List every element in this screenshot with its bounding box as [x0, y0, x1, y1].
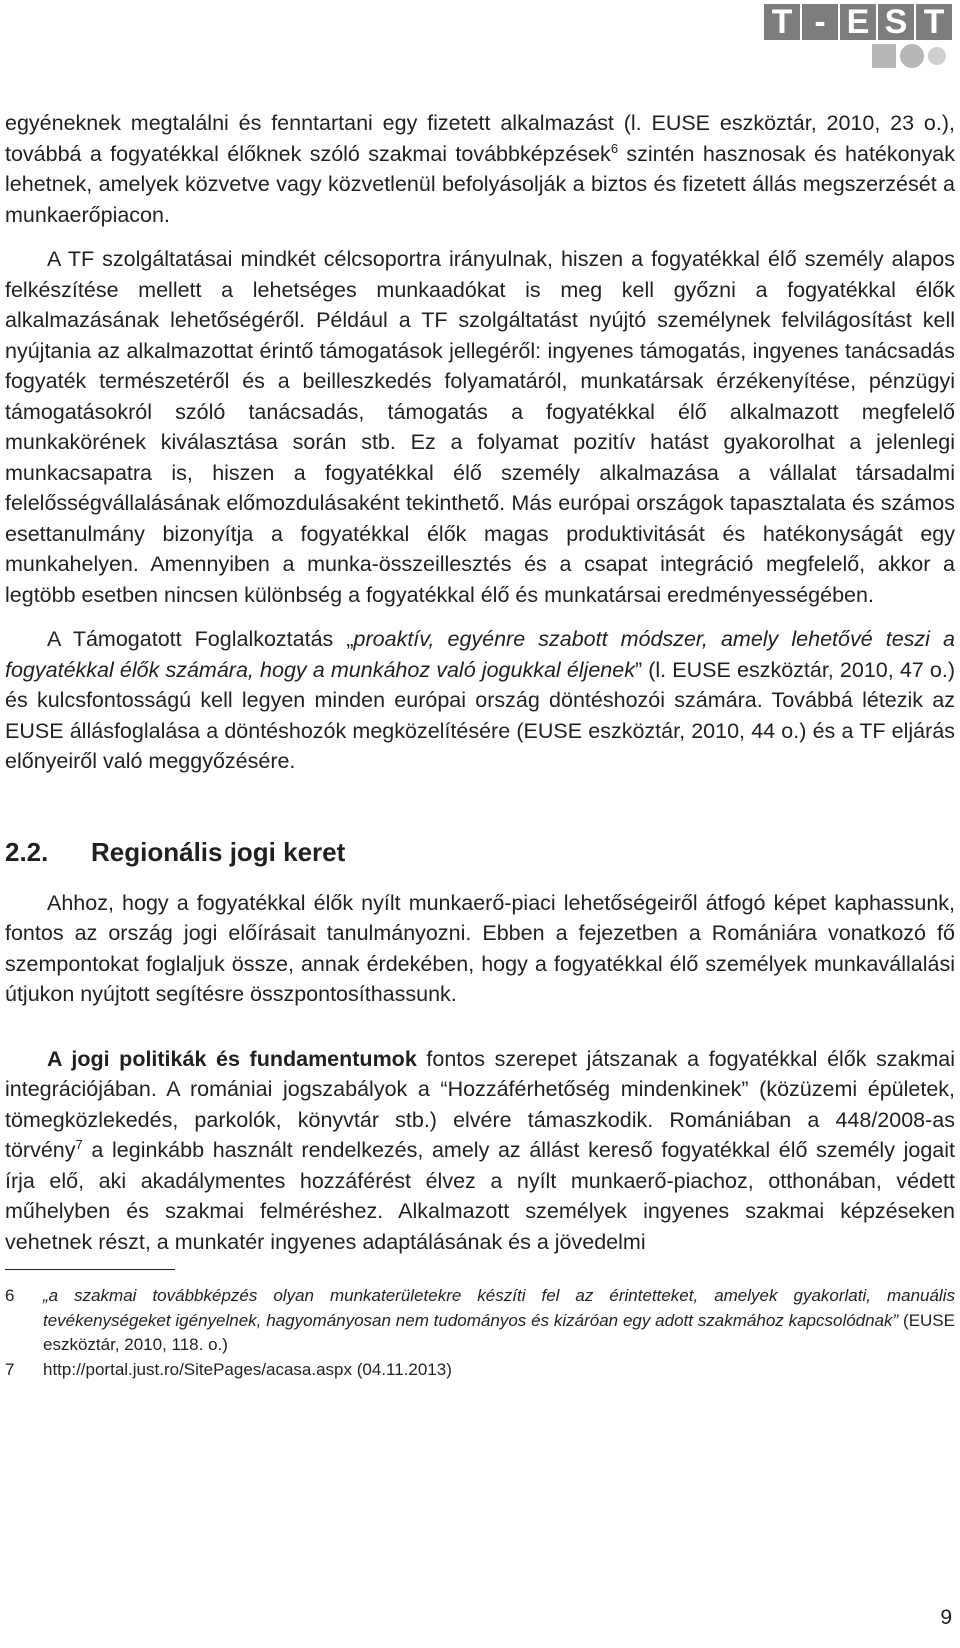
- footnote-divider: [5, 1269, 175, 1270]
- footnote-ref-6[interactable]: 6: [610, 140, 619, 156]
- logo-square-icon: [872, 44, 896, 68]
- footnote-number: 6: [5, 1286, 15, 1305]
- footnote-number: 7: [5, 1359, 15, 1379]
- t-est-logo: [764, 4, 954, 74]
- section-title: Regionális jogi keret: [91, 836, 346, 867]
- footnote-7: [5, 1358, 955, 1383]
- paragraph-2: A TF szolgáltatásai mindkét célcsoportra irányulnak, hiszen a fogyatékkal élő személy alapos felkészítése mellett a lehetséges munkaadókat is meg kell győzni a fogyatékkal élők alkalmazásának lehetőségéről. Például a TF szolgáltatást nyújtó személynek felvilágosítást kell nyújtania az alkalmazottat érintő támogatások jellegéről: ingyenes támogatás, ingyenes tanácsadás fogyaték természetéről és a beilleszkedés folyamatáról, munkatársak érzékenyítése, pénzügyi támogatásokról szóló tanácsadás, támogatás a fogyatékkal élő alkalmazott megfelelő munkakörének kiválasztása során stb. Ez a folyamat pozitív hatást gyakorolhat a jelenlegi munkacsapatra is, hiszen a fogyatékkal élő személy alkalmazása a vállalat társadalmi felelősségvállalásának előmozdulásaként tekinthető. Más európai országok tapasztalata és számos esettanulmány bizonyítja a fogyatékkal élők magas produktivitását és hatékonyságát egy munkahelyen. Amennyiben a munka-összeillesztés és a csapat integráció megfelelő, akkor a legtöbb esetben nincsen különbség a fogyatékkal élő és munkatársai eredményességében.: [5, 247, 955, 607]
- footnote-link[interactable]: http://portal.just.ro/SitePages/acasa.aspx (04.11.2013): [43, 1359, 452, 1379]
- paragraph-1: egyéneknek megtalálni és fenntartani egy fizetett alkalmazást (l. EUSE eszköztár, 2010, 23 o.), továbbá a fogyatékkal élőknek szóló szakmai továbbképzések$^6$ szintén hasznosak és hatékonyak lehetnek, amelyek közvetve vagy közvetlenül befolyásolják a biztos és fizetett állás megszerzését a munkaerőpiacon.: [5, 111, 955, 227]
- logo-letters: [764, 4, 954, 40]
- section-heading: [5, 834, 955, 870]
- paragraph-5: A jogi politikák és fundamentumok fontos szerepet játszanak a fogyatékkal élők szakmai integrációjában. A romániai jogszabályok a “Hozzáférhetőség mindenkinek” (közüzemi épületek, tömegközlekedés, parkolók, könyvtár stb.) elvére támaszkodik. Romániában a 448/2008-as törvény$^7$ a leginkább használt rendelkezés, amely az állást kereső fogyatékkal élő személy jogait írja elő, aki akadálymentes hozzáférést élvez a nyílt munkaerő-piachoz, otthonában, védett műhelyben és szakmai felméréshez. Alkalmazott személyek ingyenes szakmai képzéseken vehetnek részt, a munkatér ingyenes adaptálásának és a jövedelmi: [5, 1046, 955, 1254]
- logo-small-circle-icon: [928, 47, 946, 65]
- footnote-text: „a szakmai továbbképzés olyan munkaterületekre készíti fel az érintetteket, amelyek gyakorlati, manuális tevékenységeket igényelnek, hagyományosan nem tudományos és kizáróan egy adott szakmához kapcsolódnak” (EUSE eszköztár, 2010, 118. o.): [43, 1286, 955, 1354]
- logo-letter: E: [840, 4, 876, 40]
- page-number: 9: [940, 1606, 952, 1629]
- logo-letter: S: [878, 4, 914, 40]
- logo-circle-icon: [900, 44, 924, 68]
- paragraph-4: Ahhoz, hogy a fogyatékkal élők nyílt munkaerő-piaci lehetőségeiről átfogó képet kaphassunk, fontos az ország jogi előírásait tanulmányozni. Ebben a fejezetben a Romániára vonatkozó fő szempontokat foglaljuk össze, annak érdekében, hogy a fogyatékkal élő személyek munkavállalási útjukon nyújtott segítésre összpontosíthassunk.: [5, 890, 955, 1006]
- logo-shapes: [872, 44, 952, 74]
- section-number: 2.2.: [5, 836, 49, 867]
- page-content: [5, 108, 955, 1382]
- logo-letter: T: [916, 4, 952, 40]
- paragraph-3: A Támogatott Foglalkoztatás „proaktív, egyénre szabott módszer, amely lehetővé teszi a fogyatékkal élők számára, hogy a munkához való jogukkal éljenek” (l. EUSE eszköztár, 2010, 47 o.) és kulcsfontosságú kell legyen minden európai ország döntéshozói számára. Továbbá létezik az EUSE állásfoglalása a döntéshozók megközelítésére (EUSE eszköztár, 2010, 44 o.) és a TF eljárás előnyeiről való meggyőzésére.: [5, 627, 955, 773]
- footnote-ref-7[interactable]: 7: [75, 1136, 83, 1152]
- footnote-6: [5, 1284, 955, 1358]
- logo-letter: -: [802, 4, 838, 40]
- logo-letter: T: [764, 4, 800, 40]
